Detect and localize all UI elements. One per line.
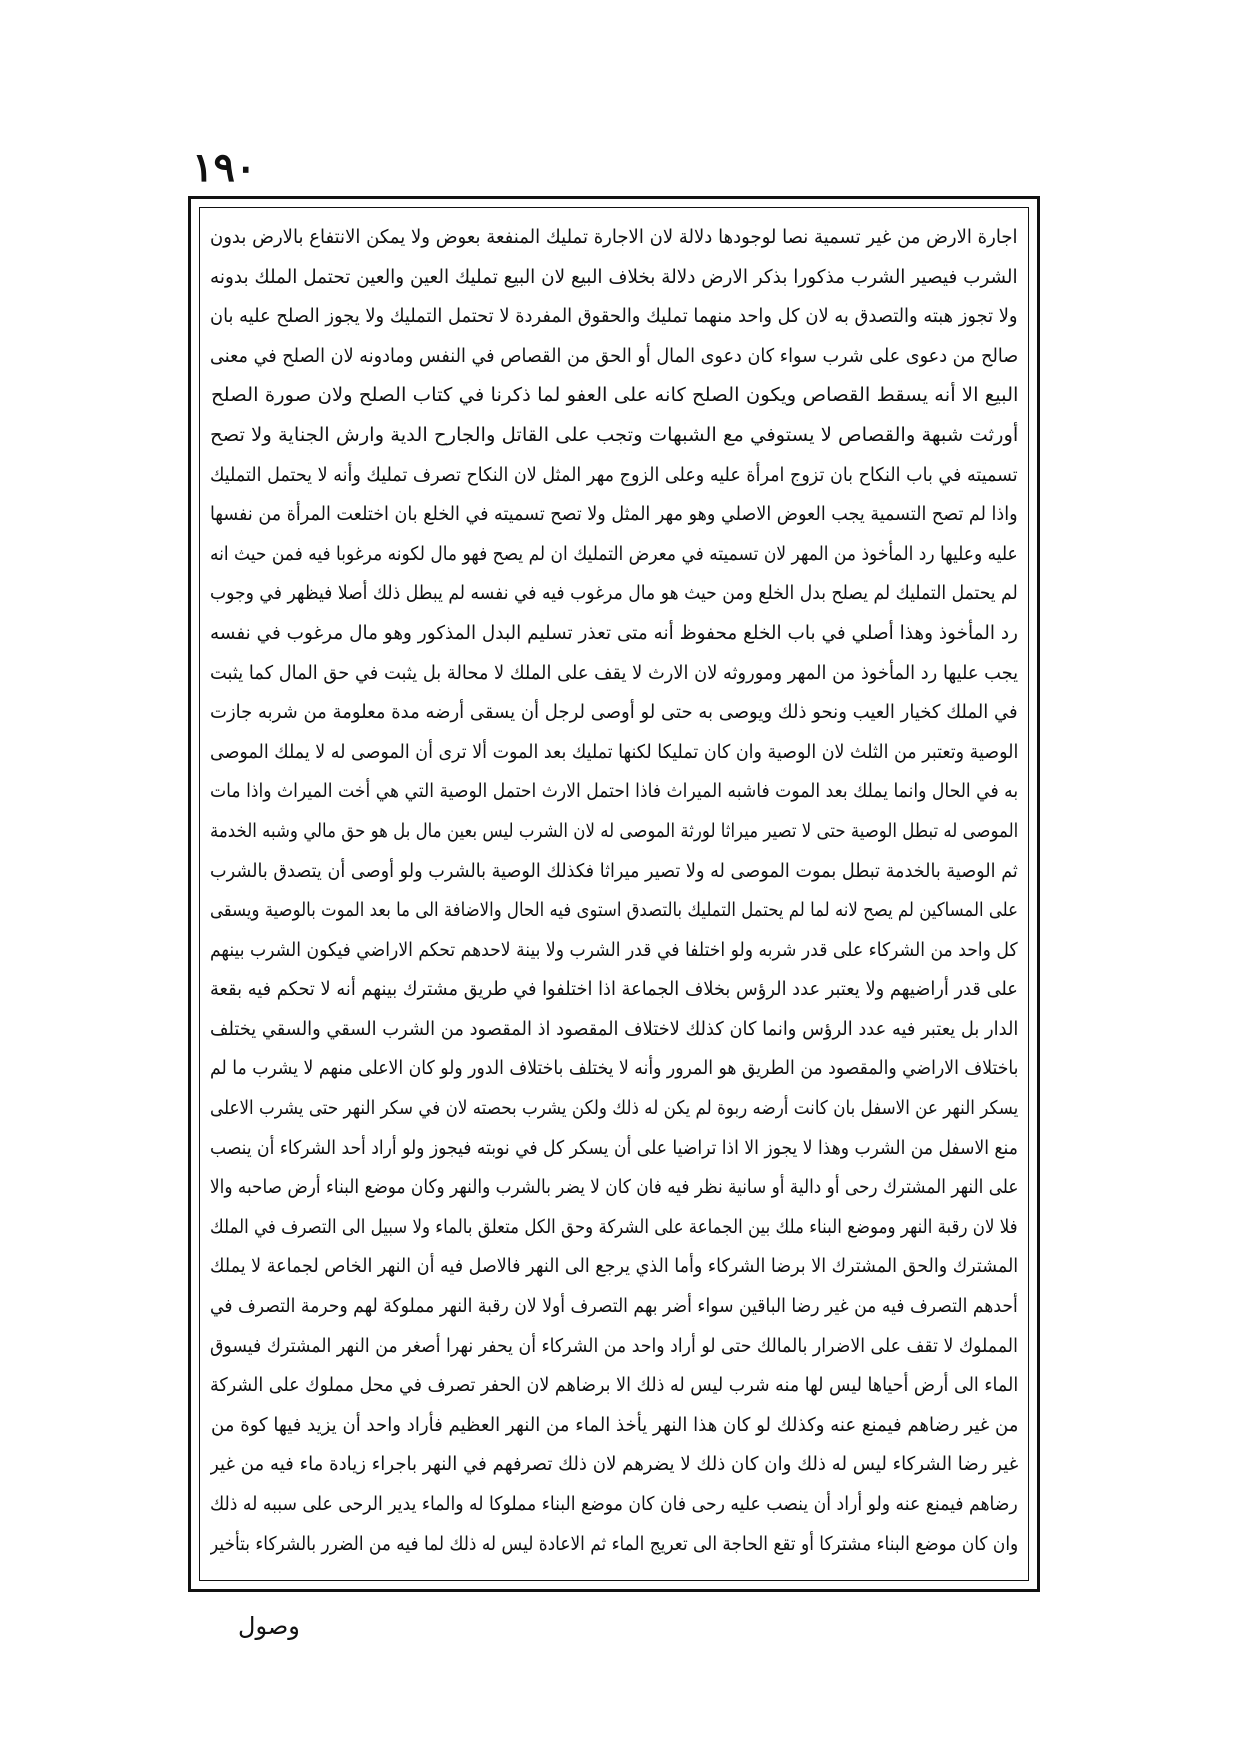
text-line: المملوك لا تقف على الاضرار بالمالك حتى لو أراد واحد من الشركاء أن يحفر نهرا أصغر من النهر المشترك فيسوق xyxy=(210,1334,1018,1357)
text-line: على قدر أراضيهم ولا يعتبر عدد الرؤس بخلاف الجماعة اذا اختلفوا في طريق مشترك بينهم أنه لا تحكم فيه بقعة xyxy=(210,978,1018,1001)
text-line: أورثت شبهة والقصاص لا يستوفي مع الشبهات وتجب على القاتل والجارح الدية وارش الجناية ولا تصح xyxy=(210,423,1018,446)
text-line: عليه وعليها رد المأخوذ من المهر لان تسميته في معرض التمليك ان لم يصح فهو مال لكونه مرغوبا فيه فمن حيث انه xyxy=(210,542,1018,565)
text-line: اجارة الارض من غير تسمية نصا لوجودها دلالة لان الاجارة تمليك المنفعة بعوض ولا يمكن الانتفاع بالارض بدون xyxy=(210,226,1018,248)
text-line: الماء الى أرض أحياها ليس لها منه شرب ليس له ذلك الا برضاهم لان الحفر تصرف في محل مملوك على الشركة xyxy=(210,1374,1018,1397)
text-line: في الملك كخيار العيب ونحو ذلك ويوصى به حتى لو أوصى لرجل أن يسقى أرضه مدة معلومة من شربه جازت xyxy=(210,701,1018,724)
text-line: رضاهم فيمنع عنه ولو أراد أن ينصب عليه رحى فان كان موضع البناء مملوكا له والماء يدير الرحى على سببه له ذلك xyxy=(210,1493,1018,1515)
text-line: البيع الا أنه يسقط القصاص ويكون الصلح كانه على العفو لما ذكرنا في كتاب الصلح ولان صورة الصلح xyxy=(210,384,1018,407)
text-line: أحدهم التصرف فيه من غير رضا الباقين سواء أضر بهم التصرف أولا لان رقبة النهر مملوكة لهم وحرمة التصرف في xyxy=(210,1295,1018,1318)
text-line: من غير رضاهم فيمنع عنه وكذلك لو كان هذا النهر يأخذ الماء من النهر العظيم فأراد واحد أن يزيد فيها كوة من xyxy=(210,1413,1018,1436)
text-line: على النهر المشترك رحى أو دالية أو سانية نظر فيه فان كان لا يضر بالشرب والنهر وكان موضع البناء أرض صاحبه والا xyxy=(210,1176,1018,1199)
catchword: وصول xyxy=(238,1612,300,1640)
text-line: منع الاسفل من الشرب وهذا لا يجوز الا اذا تراضيا على أن يسكر كل في نوبته فيجوز ولو أراد أحد الشركاء أن ينصب xyxy=(210,1136,1018,1159)
text-line: الوصية وتعتبر من الثلث لان الوصية وان كان تمليكا لكنها تمليك بعد الموت ألا ترى أن الموصى له لا يملك الموصى xyxy=(210,740,1018,763)
text-frame-inner xyxy=(199,207,1029,1581)
text-line: الموصى له تبطل الوصية حتى لا تصير ميراثا لورثة الموصى له لان الشرب ليس بعين مال بل هو حق مالي وشبه الخدمة xyxy=(210,819,1018,842)
text-line: يجب عليها رد المأخوذ من المهر وموروثه لان الارث لا يقف على الملك لا محالة بل يثبت في حق المال كما يثبت xyxy=(210,661,1018,684)
text-line: على المساكين لم يصح لانه لما لم يحتمل التمليك بالتصدق استوى فيه الحال والاضافة الى ما بعد الموت بالوصية ويسقى xyxy=(210,899,1018,922)
text-line: كل واحد من الشركاء على قدر شربه ولو اختلفا في قدر الشرب ولا بينة لاحدهم تحكم الاراضي فيكون الشرب بينهم xyxy=(210,938,1018,961)
text-line: وان كان موضع البناء مشتركا أو تقع الحاجة الى تعريج الماء ثم الاعادة ليس له ذلك لما فيه من الضرر بالشركاء بتأخير xyxy=(210,1532,1018,1555)
text-line: الشرب فيصير الشرب مذكورا بذكر الارض دلالة بخلاف البيع لان البيع تمليك العين والعين تحتمل الملك بدونه xyxy=(210,265,1018,288)
text-line: ولا تجوز هبته والتصدق به لان كل واحد منهما تمليك والحقوق المفردة لا تحتمل التمليك ولا يجوز الصلح عليه بان xyxy=(210,305,1018,328)
text-line: به في الحال وانما يملك بعد الموت فاشبه الميراث فاذا احتمل الارث احتمل الوصية التي هي أخت الميراث واذا مات xyxy=(210,780,1018,803)
text-line: رد المأخوذ وهذا أصلي في باب الخلع محفوظ أنه متى تعذر تسليم البدل المذكور وهو مال مرغوب في نفسه xyxy=(210,621,1018,644)
text-line: فلا لان رقبة النهر وموضع البناء ملك بين الجماعة على الشركة وحق الكل متعلق بالماء ولا سبيل الى التصرف في الملك xyxy=(210,1215,1018,1238)
text-line: ثم الوصية بالخدمة تبطل بموت الموصى له ولا تصير ميراثا فكذلك الوصية بالشرب ولو أوصى أن يتصدق بالشرب xyxy=(210,859,1018,882)
text-frame xyxy=(188,196,1040,1592)
text-body xyxy=(210,218,1018,1564)
text-line: باختلاف الاراضي والمقصود من الطريق هو المرور وأنه لا يختلف باختلاف الدور ولو كان الاعلى منهم لا يشرب ما لم xyxy=(210,1057,1018,1080)
text-line: واذا لم تصح التسمية يجب العوض الاصلي وهو مهر المثل ولا تصح تسميته في الخلع بان اختلعت المرأة من نفسها xyxy=(210,503,1018,526)
text-line: المشترك والحق المشترك الا برضا الشركاء وأما الذي يرجع الى النهر فالاصل فيه أن النهر الخاص لجماعة لا يملك xyxy=(210,1255,1018,1278)
text-line: لم يحتمل التمليك لم يصلح بدل الخلع ومن حيث هو مال مرغوب فيه في نفسه لم يبطل ذلك أصلا فيظهر في وجوب xyxy=(210,582,1018,605)
text-line: يسكر النهر عن الاسفل بان كانت أرضه ربوة لم يكن له ذلك ولكن يشرب بحصته لان في سكر النهر حتى يشرب الاعلى xyxy=(210,1097,1018,1120)
page-number: ١٩٠ xyxy=(192,144,257,191)
text-line: غير رضا الشركاء ليس له ذلك وان كان ذلك لا يضرهم لان ذلك تصرفهم في النهر باجراء زيادة ماء فيه من غير xyxy=(210,1453,1018,1476)
text-line: تسميته في باب النكاح بان تزوج امرأة عليه وعلى الزوج مهر المثل لان النكاح تصرف تمليك وأنه لا يحتمل التمليك xyxy=(210,463,1018,486)
text-line: الدار بل يعتبر فيه عدد الرؤس وانما كان كذلك لاختلاف المقصود اذ المقصود من الشرب السقي والسقي يختلف xyxy=(210,1017,1018,1040)
text-line: صالح من دعوى على شرب سواء كان دعوى المال أو الحق من القصاص في النفس ومادونه لان الصلح في معنى xyxy=(210,344,1018,367)
